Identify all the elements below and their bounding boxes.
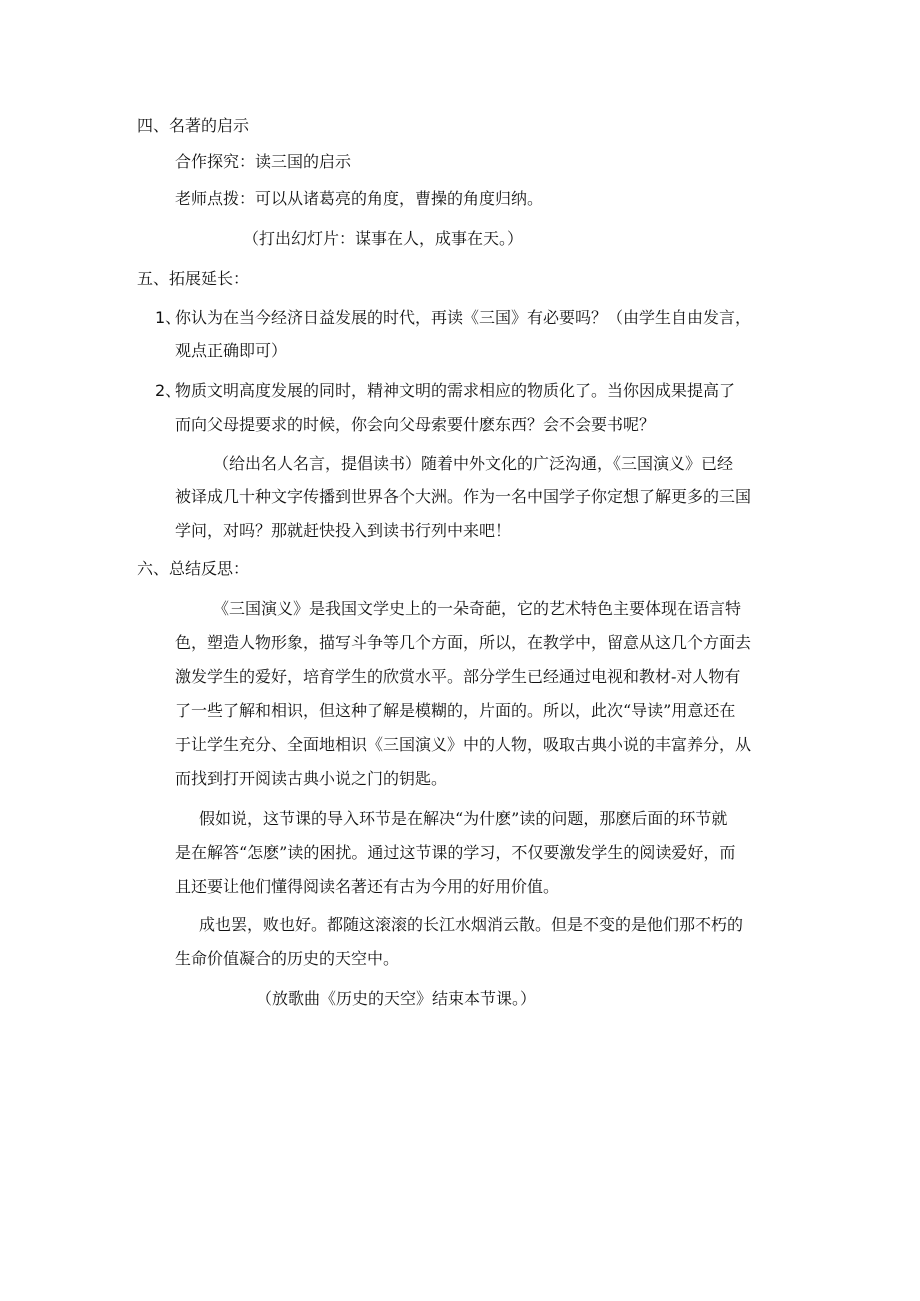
summary-paragraph-1-line-2: 色，塑造人物形象，描写斗争等几个方面，所以，在教学中，留意从这几个方面去 [175,633,752,652]
section-4-heading: 四、名著的启示 [137,116,250,135]
reading-paragraph-line-3: 学问，对吗？那就赶快投入到读书行列中来吧！ [175,521,512,540]
summary-paragraph-3-line-1: 成也罢，败也好。都随这滚滚的长江水烟消云散。但是不变的是他们那不朽的 [199,915,744,934]
question-1-line-2: 观点正确即可） [175,341,288,360]
summary-paragraph-1-line-4: 了一些了解和相识，但这种了解是模糊的，片面的。所以，此次“导读”用意还在 [175,701,736,720]
summary-paragraph-2-line-1: 假如说，这节课的导入环节是在解决“为什麽”读的问题，那麽后面的环节就 [199,809,728,828]
summary-paragraph-1-line-1: 《三国演义》是我国文学史上的一朵奇葩，它的艺术特色主要体现在语言特 [213,599,742,618]
summary-paragraph-2-line-2: 是在解答“怎麽”读的困扰。通过这节课的学习，不仅要激发学生的阅读爱好，而 [175,843,736,862]
section-6-heading: 六、总结反思： [137,559,250,578]
reading-paragraph-line-1: （给出名人名言，提倡读书）随着中外文化的广泛沟通，《三国演义》已经 [213,454,734,473]
summary-paragraph-1-line-6: 而找到打开阅读古典小说之门的钥匙。 [175,769,448,788]
summary-paragraph-1-line-5: 于让学生充分、全面地相识《三国演义》中的人物，吸取古典小说的丰富养分，从 [175,735,752,754]
summary-paragraph-1-line-3: 激发学生的爱好，培育学生的欣赏水平。部分学生已经通过电视和教材-对人物有 [175,667,741,686]
question-2-number: 2、 [155,381,182,400]
question-2-line-2: 而向父母提要求的时候，你会向父母索要什麽东西？会不会要书呢？ [175,415,656,434]
section-5-heading: 五、拓展延长： [137,269,250,288]
question-1-number: 1、 [155,308,182,327]
section-4-item-cooperative-inquiry: 合作探究：读三国的启示 [175,152,352,171]
reading-paragraph-line-2: 被译成几十种文字传播到世界各个大洲。作为一名中国学子你定想了解更多的三国 [175,487,752,506]
question-1-line-1: 你认为在当今经济日益发展的时代，再读《三国》有必要吗？（由学生自由发言， [175,308,752,327]
question-2-line-1: 物质文明高度发展的同时，精神文明的需求相应的物质化了。当你因成果提高了 [175,381,736,400]
section-4-item-teacher-guidance: 老师点拨：可以从诸葛亮的角度，曹操的角度归纳。 [175,189,544,208]
closing-note: （放歌曲《历史的天空》结束本节课。） [256,989,537,1008]
section-4-slide-note: （打出幻灯片：谋事在人，成事在天。） [243,229,524,248]
summary-paragraph-3-line-2: 生命价值凝合的历史的天空中。 [175,949,400,968]
summary-paragraph-2-line-3: 且还要让他们懂得阅读名著还有古为今用的好用价值。 [175,877,560,896]
